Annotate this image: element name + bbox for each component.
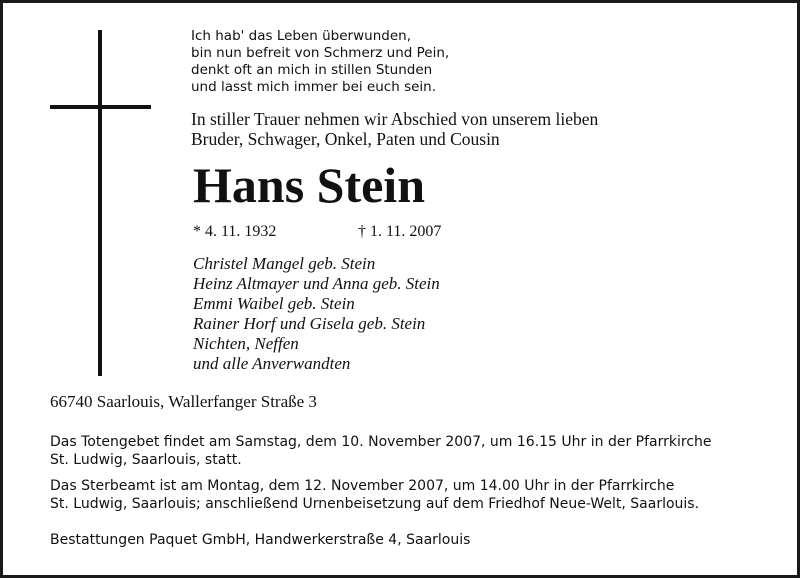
mourner: und alle Anverwandten bbox=[193, 354, 351, 373]
mourner: Rainer Horf und Gisela geb. Stein bbox=[193, 314, 426, 333]
mourner: Heinz Altmayer und Anna geb. Stein bbox=[193, 274, 440, 293]
mourner: Emmi Waibel geb. Stein bbox=[193, 294, 355, 313]
prayer-notice-line: Das Totengebet findet am Samstag, dem 10. November 2007, um 16.15 Uhr in der Pfarrkirche bbox=[50, 434, 712, 450]
birth-date: * 4. 11. 1932 bbox=[193, 223, 277, 240]
cross-icon-bar bbox=[50, 105, 151, 109]
prayer-notice-line: St. Ludwig, Saarlouis, statt. bbox=[50, 452, 242, 468]
poem-line: bin nun befreit von Schmerz und Pein, bbox=[191, 45, 450, 61]
poem bbox=[191, 28, 449, 96]
intro-text bbox=[191, 109, 598, 149]
requiem-notice-line: Das Sterbeamt ist am Montag, dem 12. November 2007, um 14.00 Uhr in der Pfarrkirche bbox=[50, 478, 675, 494]
cross-icon bbox=[98, 30, 102, 376]
requiem-notice-line: St. Ludwig, Saarlouis; anschließend Urnenbeisetzung auf dem Friedhof Neue-Welt, Saarlouis. bbox=[50, 496, 700, 512]
deceased-name: Hans Stein bbox=[193, 157, 426, 213]
undertaker: Bestattungen Paquet GmbH, Handwerkerstraße 4, Saarlouis bbox=[50, 532, 471, 548]
mourner: Nichten, Neffen bbox=[193, 334, 299, 353]
poem-line: und lasst mich immer bei euch sein. bbox=[191, 79, 437, 95]
prayer-notice bbox=[50, 433, 712, 469]
death-date: † 1. 11. 2007 bbox=[358, 223, 442, 240]
intro-line: In stiller Trauer nehmen wir Abschied von unserem lieben bbox=[191, 109, 599, 129]
poem-line: denkt oft an mich in stillen Stunden bbox=[191, 62, 433, 78]
family-address: 66740 Saarlouis, Wallerfanger Straße 3 bbox=[50, 392, 317, 411]
poem-line: Ich hab' das Leben überwunden, bbox=[191, 28, 411, 44]
requiem-notice bbox=[50, 477, 699, 513]
intro-line: Bruder, Schwager, Onkel, Paten und Cousin bbox=[191, 129, 500, 149]
mourners-list bbox=[193, 254, 440, 374]
mourner: Christel Mangel geb. Stein bbox=[193, 254, 376, 273]
